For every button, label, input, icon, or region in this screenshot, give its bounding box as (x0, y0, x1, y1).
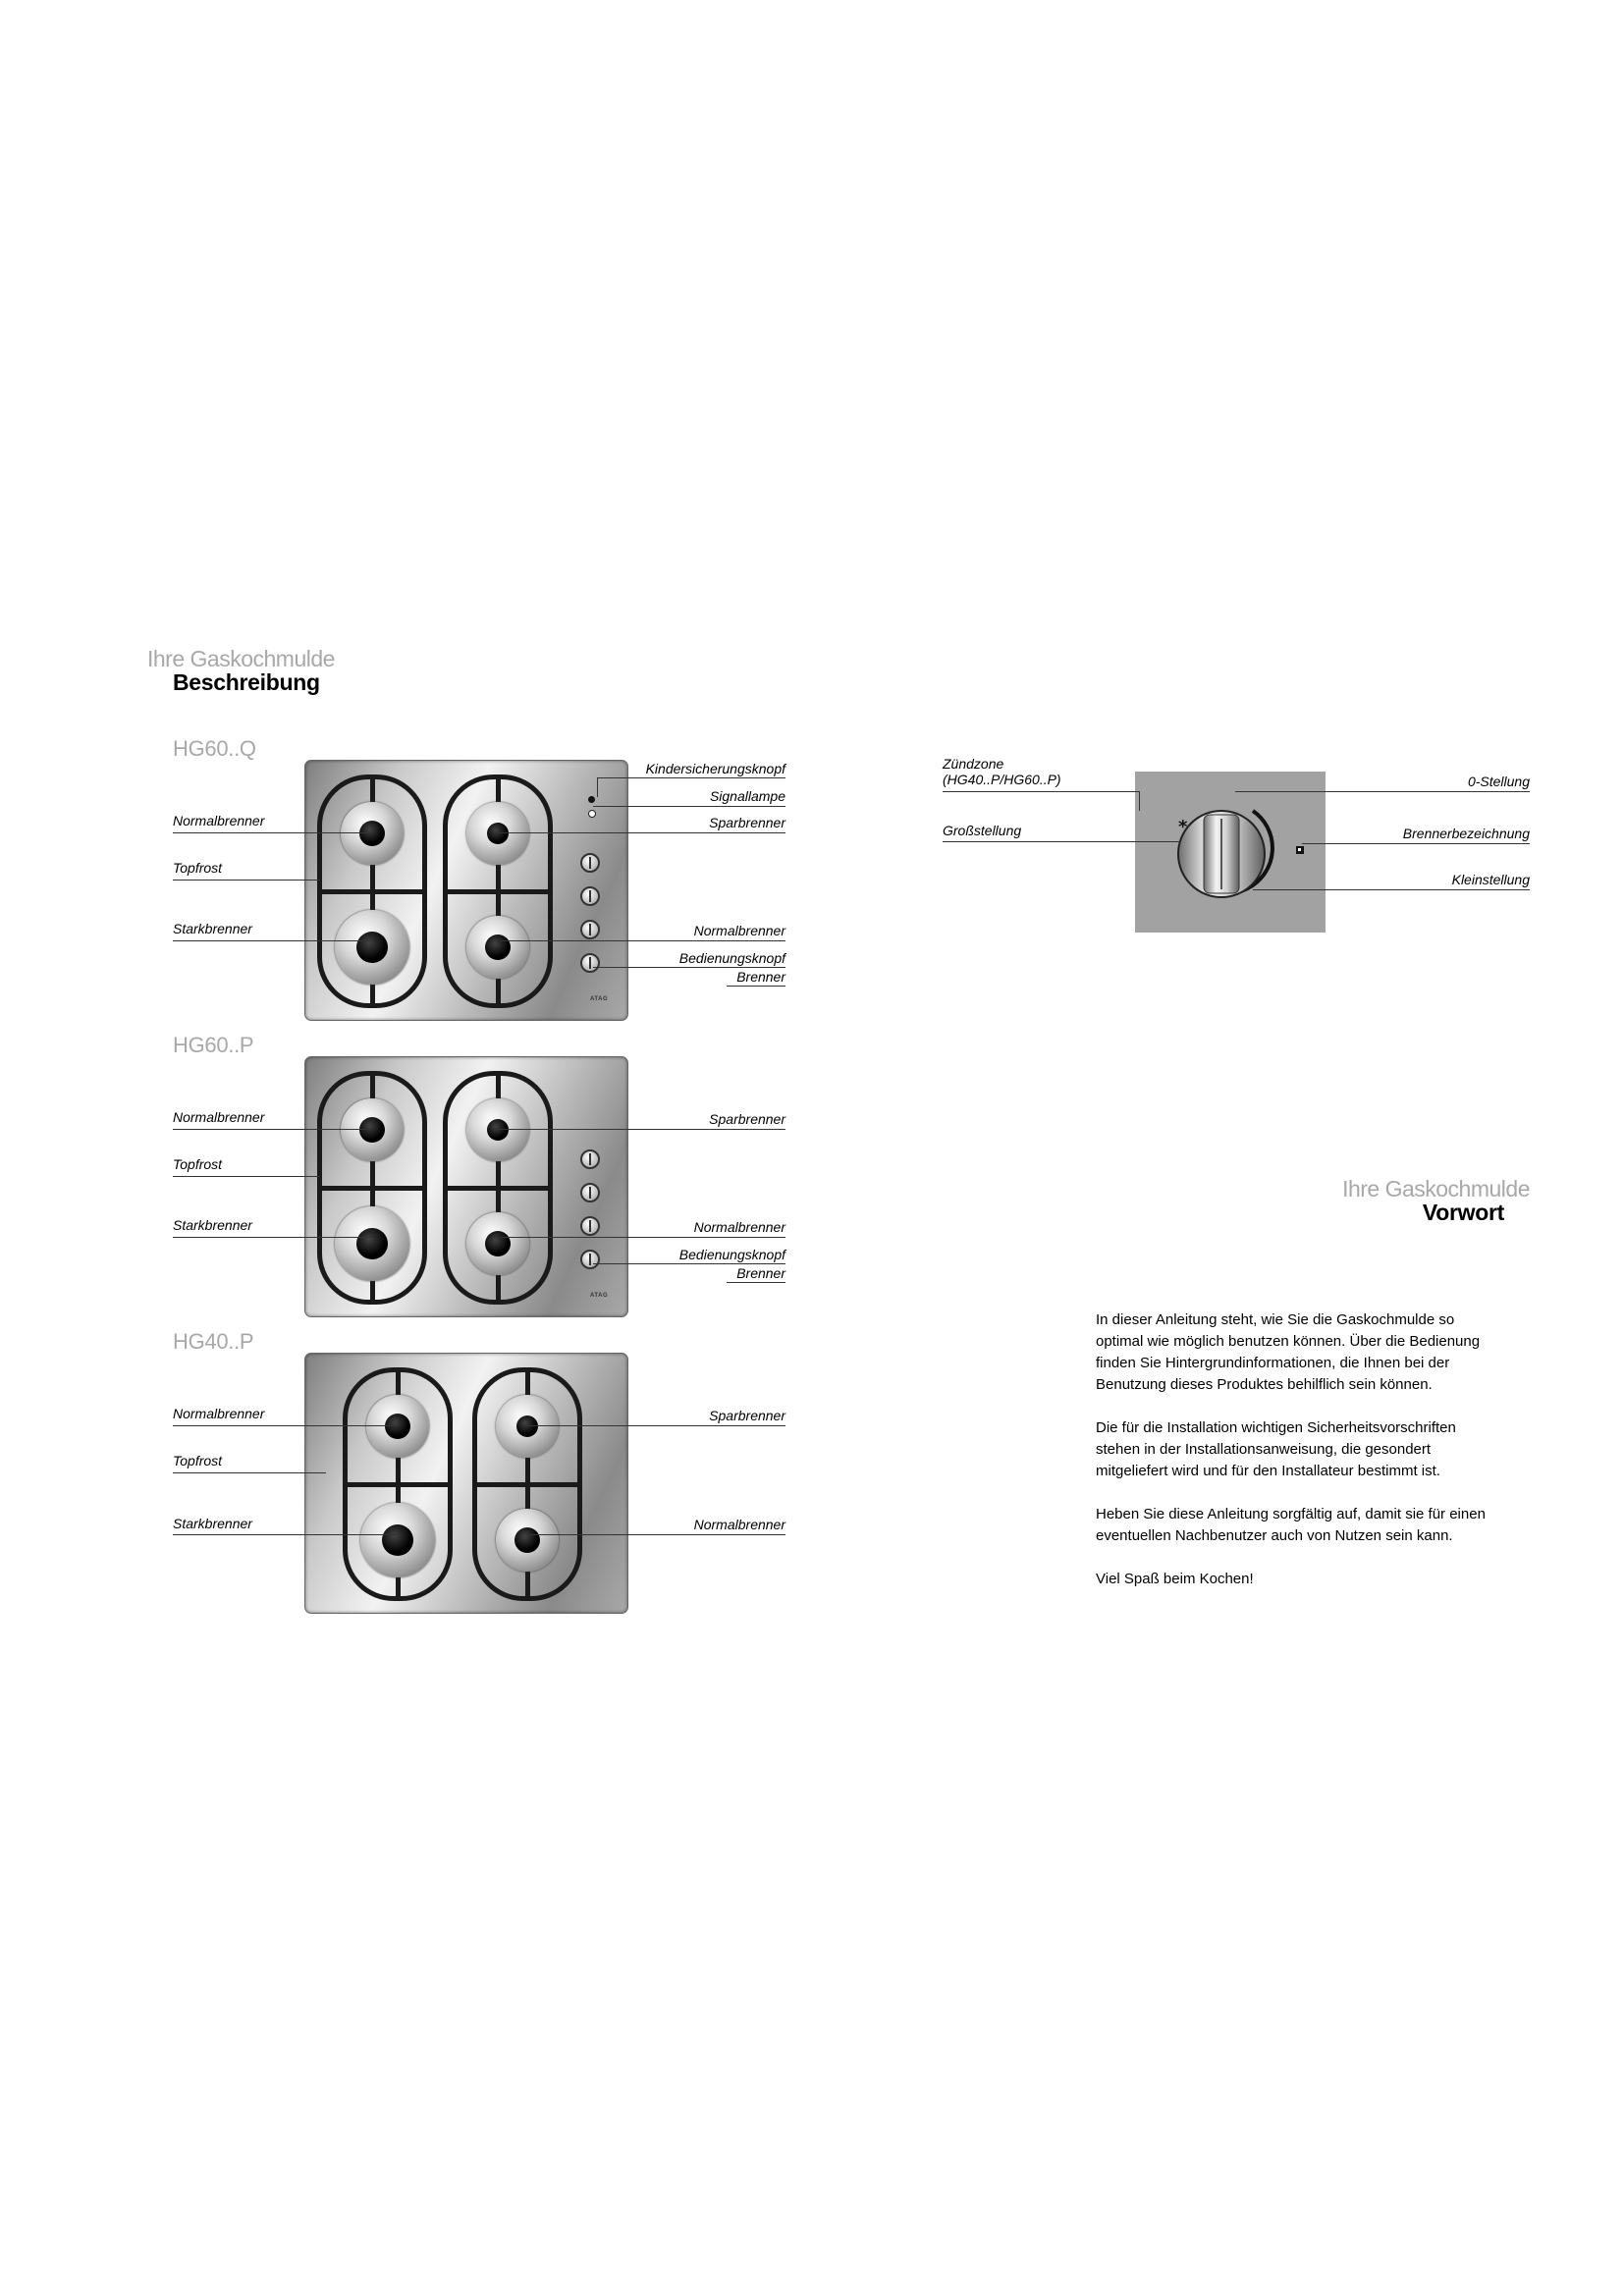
label-child-lock: Kindersicherungsknopf (645, 761, 785, 776)
burner-economy (466, 1098, 529, 1161)
foreword-paragraph-2: Die für die Installation wichtigen Sicherheitsvorschriften stehen in der Installationsanweisung, die gesondert mitgeliefert wird und für den Installateur bestimmt ist. (1096, 1419, 1456, 1479)
control-knob-4[interactable] (580, 953, 600, 973)
control-knob-3[interactable] (580, 920, 600, 939)
label-ignition-zone: Zündzone (943, 756, 1004, 772)
control-knob-1[interactable] (580, 853, 600, 873)
foreword-paragraph-3: Heben Sie diese Anleitung sorgfältig auf, damit sie für einen eventuellen Nachbenutzer auch von Nutzen sein kann. (1096, 1506, 1486, 1544)
left-header-section: Ihre Gaskochmulde (147, 646, 335, 671)
label-pan-support: Topfrost (173, 860, 223, 876)
control-knob-2[interactable] (580, 1183, 600, 1202)
label-pan-support: Topfrost (173, 1453, 223, 1468)
model-hg40p: HG40..P (173, 1329, 254, 1354)
control-knob-4[interactable] (580, 1250, 600, 1269)
hob-hg40p-image (304, 1353, 628, 1614)
label-strong-burner: Starkbrenner (173, 1516, 252, 1531)
label-normal-burner-right: Normalbrenner (693, 1219, 785, 1235)
foreword-paragraph-1: In dieser Anleitung steht, wie Sie die Gaskochmulde so optimal wie möglich benutzen können. Über die Bedienung finden Sie Hintergrundinformationen, die Ihnen bei der Benutzung dieses Produktes behilflich sein können. (1096, 1311, 1481, 1393)
label-strong-burner: Starkbrenner (173, 1217, 252, 1233)
left-header-title: Beschreibung (173, 669, 320, 695)
label-economy-burner: Sparbrenner (709, 1408, 785, 1423)
label-ignition-zone-models: (HG40..P/HG60..P) (943, 772, 1061, 787)
label-economy-burner: Sparbrenner (709, 815, 785, 830)
burner-normal-left (366, 1395, 429, 1458)
control-knob-1[interactable] (580, 1149, 600, 1169)
right-header-section: Ihre Gaskochmulde (1342, 1176, 1530, 1201)
control-knob-2[interactable] (580, 886, 600, 906)
hob-hg60p-image (304, 1056, 628, 1317)
label-small-setting: Kleinstellung (1451, 872, 1530, 887)
hob-hg60q-image (304, 760, 628, 1021)
burner-normal-left (341, 1098, 404, 1161)
burner-economy (496, 1395, 559, 1458)
label-strong-burner: Starkbrenner (173, 921, 252, 936)
label-large-setting: Großstellung (943, 823, 1022, 838)
label-control-knob-burner: Brenner (736, 969, 785, 985)
label-control-knob-burner: Brenner (736, 1265, 785, 1281)
brand-logo: ATAG (590, 996, 609, 1002)
burner-strong (335, 1206, 409, 1281)
label-burner-designation: Brennerbezeichnung (1402, 826, 1530, 841)
svg-text:*: * (1178, 817, 1188, 837)
signal-lamp-icon (588, 810, 596, 818)
label-zero-position: 0-Stellung (1467, 774, 1530, 789)
brand-logo: ATAG (590, 1293, 609, 1299)
control-knob-3[interactable] (580, 1216, 600, 1236)
foreword-paragraph-4: Viel Spaß beim Kochen! (1096, 1571, 1254, 1587)
label-normal-burner-left: Normalbrenner (173, 1109, 265, 1125)
burner-normal-right (466, 916, 529, 979)
label-economy-burner: Sparbrenner (709, 1111, 785, 1127)
label-control-knob: Bedienungsknopf (678, 1247, 785, 1262)
label-control-knob: Bedienungsknopf (678, 950, 785, 966)
child-lock-knob[interactable] (588, 796, 595, 803)
burner-normal-right (496, 1509, 559, 1572)
label-normal-burner-right: Normalbrenner (693, 923, 785, 938)
knob-detail-graphic (1135, 772, 1326, 933)
label-normal-burner-left: Normalbrenner (173, 813, 265, 828)
knob-detail-image (1135, 772, 1326, 933)
model-hg60q: HG60..Q (173, 736, 256, 761)
label-pan-support: Topfrost (173, 1156, 223, 1172)
burner-economy (466, 802, 529, 865)
foreword-text (1096, 1309, 1528, 1612)
model-hg60p: HG60..P (173, 1033, 254, 1057)
burner-strong (360, 1503, 435, 1577)
label-signal-lamp: Signallampe (709, 788, 785, 804)
right-header-title: Vorwort (1422, 1200, 1504, 1225)
label-normal-burner-right: Normalbrenner (693, 1517, 785, 1532)
burner-normal-right (466, 1212, 529, 1275)
burner-strong (335, 910, 409, 985)
label-normal-burner-left: Normalbrenner (173, 1406, 265, 1421)
burner-normal-left (341, 802, 404, 865)
